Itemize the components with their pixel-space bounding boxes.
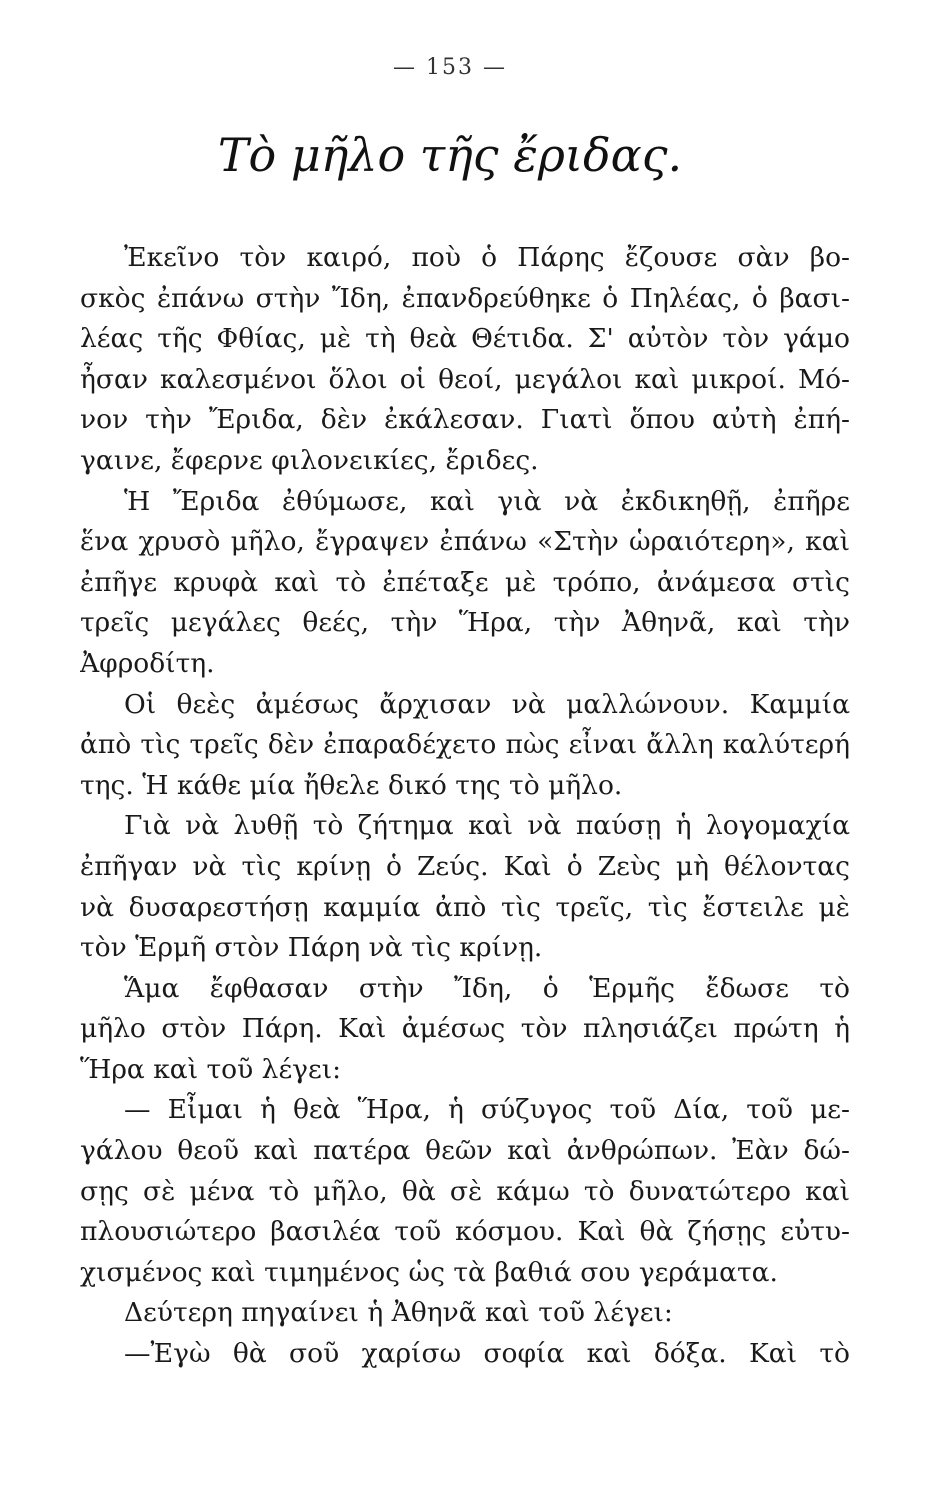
body-text bbox=[80, 238, 850, 1375]
text-line bbox=[80, 888, 850, 929]
text-line bbox=[80, 644, 850, 685]
text-line-content: ἦσαν καλεσμένοι ὅλοι οἱ θεοί, μεγάλοι καὶ μικροί. Μό- bbox=[80, 363, 850, 395]
text-line bbox=[80, 319, 850, 360]
text-line-content: ἐπῆγαν νὰ τὶς κρίνῃ ὁ Ζεύς. Καὶ ὁ Ζεὺς μὴ θέλοντας bbox=[80, 850, 850, 882]
text-line-content: νὰ δυσαρεστήσῃ καμμία ἀπὸ τὶς τρεῖς, τὶς ἔστειλε μὲ bbox=[80, 891, 850, 923]
text-line bbox=[80, 685, 850, 726]
text-line bbox=[80, 360, 850, 401]
text-line-content: Ἥρα καὶ τοῦ λέγει: bbox=[80, 1053, 342, 1085]
text-line-content: —Ἐγὼ θὰ σοῦ χαρίσω σοφία καὶ δόξα. Καὶ τὸ bbox=[124, 1338, 850, 1370]
chapter-title: Τὸ μῆλο τῆς ἔριδας. bbox=[217, 128, 683, 182]
text-line-content: λέας τῆς Φθίας, μὲ τὴ θεὰ Θέτιδα. Σ' αὐτὸν τὸν γάμο bbox=[80, 323, 850, 355]
text-line-content: ἐπῆγε κρυφὰ καὶ τὸ ἐπέταξε μὲ τρόπο, ἀνάμεσα στὶς bbox=[80, 566, 850, 598]
text-line-content: χισμένος καὶ τιμημένος ὡς τὰ βαθιά σου γεράματα. bbox=[80, 1256, 778, 1288]
text-line bbox=[80, 847, 850, 888]
text-line bbox=[80, 279, 850, 320]
text-line bbox=[80, 603, 850, 644]
text-line-content: ἀπὸ τὶς τρεῖς δὲν ἐπαραδέχετο πὼς εἶναι ἄλλη καλύτερή bbox=[80, 729, 850, 761]
text-line bbox=[80, 1172, 850, 1213]
text-line bbox=[80, 441, 850, 482]
text-line-content: γαινε, ἔφερνε φιλονεικίες, ἔριδες. bbox=[80, 444, 539, 476]
text-line bbox=[80, 806, 850, 847]
text-line bbox=[80, 725, 850, 766]
text-line bbox=[80, 1253, 850, 1294]
text-line bbox=[80, 1050, 850, 1091]
text-line-content: Ἐκεῖνο τὸν καιρό, ποὺ ὁ Πάρης ἔζουσε σὰν βο- bbox=[124, 242, 850, 273]
text-line-content: — Εἶμαι ἡ θεὰ Ἥρα, ἡ σύζυγος τοῦ Δία, τοῦ με- bbox=[124, 1094, 850, 1126]
text-line bbox=[80, 238, 850, 279]
text-line-content: τρεῖς μεγάλες θεές, τὴν Ἥρα, τὴν Ἀθηνᾶ, καὶ τὴν bbox=[80, 607, 850, 639]
text-line-content: Δεύτερη πηγαίνει ἡ Ἀθηνᾶ καὶ τοῦ λέγει: bbox=[124, 1297, 673, 1329]
text-line-content: Ἅμα ἔφθασαν στὴν Ἴδη, ὁ Ἑρμῆς ἔδωσε τὸ bbox=[124, 972, 850, 1004]
text-line bbox=[80, 1212, 850, 1253]
page-number: — 153 — bbox=[393, 55, 507, 80]
text-line-content: νον τὴν Ἔριδα, δὲν ἐκάλεσαν. Γιατὶ ὅπου αὐτὴ ἐπή- bbox=[80, 404, 850, 436]
text-line bbox=[80, 1090, 850, 1131]
text-line-content: μῆλο στὸν Πάρη. Καὶ ἀμέσως τὸν πλησιάζει πρώτη ἡ bbox=[80, 1013, 850, 1045]
text-line-content: Οἱ θεὲς ἀμέσως ἄρχισαν νὰ μαλλώνουν. Καμμία bbox=[124, 688, 850, 720]
text-line bbox=[80, 400, 850, 441]
text-line-content: σκὸς ἐπάνω στὴν Ἴδη, ἐπανδρεύθηκε ὁ Πηλέας, ὁ βασι- bbox=[80, 282, 850, 314]
text-line-content: Ἡ Ἔριδα ἐθύμωσε, καὶ γιὰ νὰ ἐκδικηθῇ, ἐπῆρε bbox=[124, 485, 850, 517]
text-line bbox=[80, 1131, 850, 1172]
text-line bbox=[80, 766, 850, 807]
text-line-content: ἕνα χρυσὸ μῆλο, ἔγραψεν ἐπάνω «Στὴν ὡραιότερη», καὶ bbox=[80, 526, 850, 558]
text-line bbox=[80, 522, 850, 563]
text-line-content: τὸν Ἑρμῆ στὸν Πάρη νὰ τὶς κρίνῃ. bbox=[80, 932, 543, 964]
text-line-content: Ἀφροδίτη. bbox=[80, 647, 215, 679]
text-line bbox=[80, 969, 850, 1010]
text-line bbox=[80, 1293, 850, 1334]
text-line bbox=[80, 928, 850, 969]
text-line-content: της. Ἡ κάθε μία ἤθελε δικό της τὸ μῆλο. bbox=[80, 769, 623, 801]
text-line-content: πλουσιώτερο βασιλέα τοῦ κόσμου. Καὶ θὰ ζήσῃς εὐτυ- bbox=[80, 1216, 850, 1248]
text-line-content: γάλου θεοῦ καὶ πατέρα θεῶν καὶ ἀνθρώπων. Ἐὰν δώ- bbox=[80, 1135, 850, 1167]
text-line-content: σῃς σὲ μένα τὸ μῆλο, θὰ σὲ κάμω τὸ δυνατώτερο καὶ bbox=[80, 1175, 850, 1207]
text-line bbox=[80, 1334, 850, 1375]
text-line bbox=[80, 563, 850, 604]
text-line bbox=[80, 1009, 850, 1050]
text-line bbox=[80, 482, 850, 523]
text-line-content: Γιὰ νὰ λυθῇ τὸ ζήτημα καὶ νὰ παύσῃ ἡ λογομαχία bbox=[124, 810, 850, 842]
